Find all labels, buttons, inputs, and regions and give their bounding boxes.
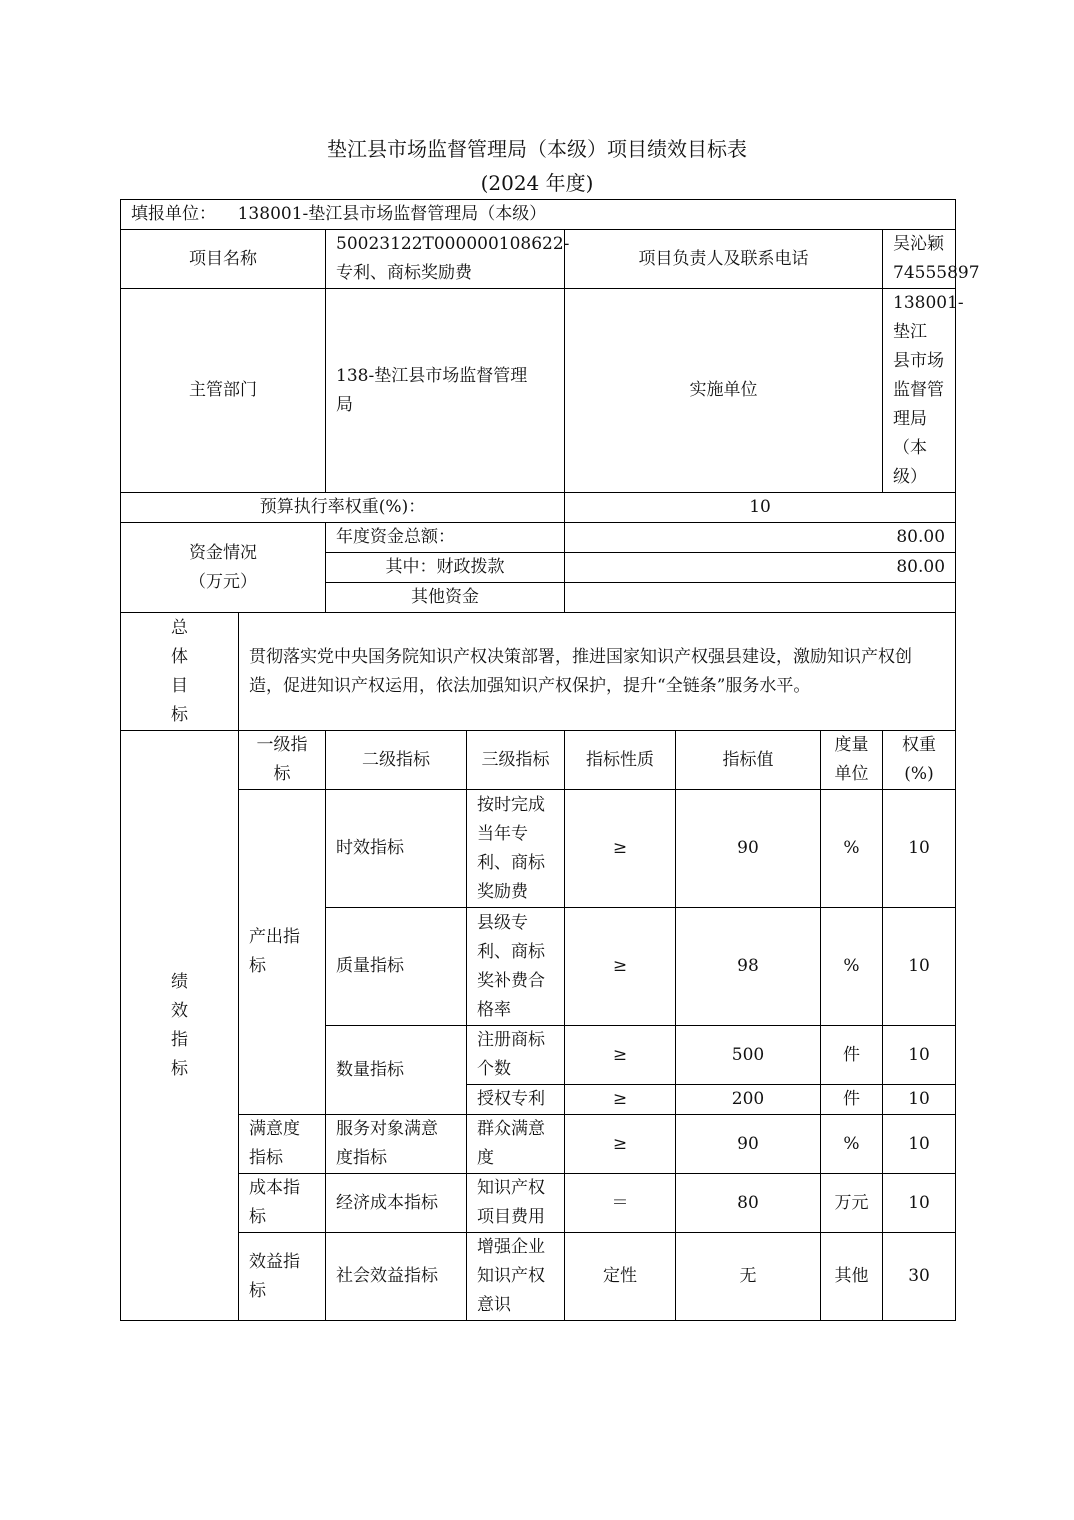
goal-label-char: 标 (171, 704, 188, 725)
value-cell: 80 (676, 1174, 821, 1233)
performance-target-table (120, 199, 980, 1321)
level3-line: 按时完成 (477, 794, 545, 815)
dept-value (326, 289, 565, 493)
filler-row (121, 200, 956, 230)
header-nature: 指标性质 (565, 731, 676, 790)
level1-cost (239, 1174, 326, 1233)
unit-cell: 其他 (821, 1233, 883, 1321)
level3-benefit (467, 1233, 565, 1321)
level3-quality (467, 908, 565, 1026)
level3-line: 当年专 (477, 823, 528, 844)
funds-total-row (121, 523, 956, 553)
filler-unit-cell: 填报单位： 138001-垫江县市场监督管理局（本级） (121, 200, 956, 230)
level3-satisfaction (467, 1115, 565, 1174)
level3-line: 知识产权 (477, 1178, 545, 1198)
value-cell: 无 (676, 1233, 821, 1321)
funds-other-value (565, 583, 956, 613)
level1-satisfaction (239, 1115, 326, 1174)
level3-line: 县级专 (477, 912, 528, 933)
nature-cell: ≥ (565, 1115, 676, 1174)
funds-fiscal-label: 其中：财政拨款 (326, 553, 565, 583)
level3-line: 奖补费合 (477, 970, 545, 991)
perf-label-char: 标 (171, 1058, 188, 1079)
dept-label: 主管部门 (121, 289, 326, 493)
header-weight-line1: 权重 (902, 735, 936, 755)
leader-phone: 74555897 (893, 263, 980, 283)
weight-cell: 10 (883, 1026, 956, 1085)
unit-cell: 件 (821, 1085, 883, 1115)
level2-quality: 质量指标 (326, 908, 467, 1026)
header-weight (883, 731, 956, 790)
funds-total-label: 年度资金总额： (326, 523, 565, 553)
indicator-row (121, 790, 956, 908)
level2-satisfaction-line2: 度指标 (336, 1148, 387, 1168)
leader-name: 吴沁颖 (893, 234, 944, 254)
indicator-row (121, 1115, 956, 1174)
level1-output-line1: 产出指 (249, 927, 300, 947)
level3-line: 意识 (477, 1295, 511, 1315)
level1-output-line2: 标 (249, 956, 266, 976)
goal-label-char: 目 (171, 675, 188, 696)
project-name-label: 项目名称 (121, 230, 326, 289)
level3-line: 项目费用 (477, 1207, 545, 1227)
indicator-row (121, 1174, 956, 1233)
weight-cell: 10 (883, 1085, 956, 1115)
dept-value-line2: 局 (336, 394, 353, 415)
header-level1 (239, 731, 326, 790)
weight-cell: 10 (883, 1115, 956, 1174)
header-unit-line2: 单位 (834, 764, 869, 784)
impl-label: 实施单位 (565, 289, 883, 493)
header-unit-line1: 度量 (834, 735, 869, 755)
level2-satisfaction-line1: 服务对象满意 (336, 1119, 438, 1139)
nature-cell: 定性 (565, 1233, 676, 1321)
funds-label-line2: （万元） (189, 571, 257, 592)
budget-row (121, 493, 956, 523)
header-level1-line1: 一级指 (256, 735, 308, 755)
level1-benefit (239, 1233, 326, 1321)
page-subtitle: (2024 年度) (480, 171, 594, 195)
value-cell: 200 (676, 1085, 821, 1115)
perf-label (121, 731, 239, 1321)
level3-line: 个数 (477, 1059, 511, 1079)
project-leader-label: 项目负责人及联系电话 (565, 230, 883, 289)
project-title: 专利、商标奖励费 (336, 263, 472, 283)
level3-quantity-2: 授权专利 (467, 1085, 565, 1115)
level1-benefit-line1: 效益指 (249, 1251, 300, 1272)
project-name-row (121, 230, 956, 289)
nature-cell: ≥ (565, 1085, 676, 1115)
impl-value-line1: 138001-垫江 (893, 293, 964, 342)
value-cell: 90 (676, 1115, 821, 1174)
indicator-row (121, 1233, 956, 1321)
unit-cell: % (821, 908, 883, 1026)
header-value: 指标值 (676, 731, 821, 790)
header-weight-line2: (%) (904, 764, 934, 784)
level3-line: 利、商标 (477, 852, 545, 873)
unit-cell: % (821, 1115, 883, 1174)
unit-cell: 件 (821, 1026, 883, 1085)
value-cell: 90 (676, 790, 821, 908)
level1-satisfaction-line1: 满意度 (249, 1119, 300, 1139)
perf-label-char: 指 (171, 1029, 188, 1050)
funds-other-label: 其他资金 (326, 583, 565, 613)
value-cell: 500 (676, 1026, 821, 1085)
level1-cost-line1: 成本指 (249, 1178, 300, 1198)
level3-line: 注册商标 (477, 1030, 545, 1050)
level3-line: 度 (477, 1148, 494, 1168)
level3-cost (467, 1174, 565, 1233)
header-level3: 三级指标 (467, 731, 565, 790)
level3-line: 利、商标 (477, 941, 545, 962)
goal-label (121, 613, 239, 731)
level1-cost-line2: 标 (249, 1207, 266, 1227)
budget-label: 预算执行率权重(%)： (121, 493, 565, 523)
nature-cell: ≥ (565, 908, 676, 1026)
dept-value-line1: 138-垫江县市场监督管理 (336, 365, 528, 386)
level1-output (239, 790, 326, 1115)
level1-satisfaction-line2: 指标 (249, 1148, 283, 1168)
level2-satisfaction (326, 1115, 467, 1174)
perf-label-char: 效 (171, 1000, 188, 1021)
level1-benefit-line2: 标 (249, 1280, 266, 1301)
perf-header-row (121, 731, 956, 790)
impl-value (883, 289, 964, 493)
project-name-value (326, 230, 570, 289)
level3-quantity-1 (467, 1026, 565, 1085)
level2-quantity: 数量指标 (326, 1026, 467, 1115)
level3-timeliness (467, 790, 565, 908)
impl-value-line2: 县市场监督管 (893, 351, 944, 400)
value-cell: 98 (676, 908, 821, 1026)
dept-row (121, 289, 956, 493)
level3-line: 格率 (477, 999, 511, 1020)
level3-line: 群众满意 (477, 1119, 545, 1139)
unit-cell: % (821, 790, 883, 908)
page-title: 垫江县市场监督管理局（本级）项目绩效目标表 (327, 137, 747, 161)
level3-line: 增强企业 (477, 1237, 545, 1257)
weight-cell: 30 (883, 1233, 956, 1321)
weight-cell: 10 (883, 790, 956, 908)
weight-cell: 10 (883, 908, 956, 1026)
budget-value: 10 (565, 493, 956, 523)
nature-cell: ≥ (565, 790, 676, 908)
perf-label-char: 绩 (171, 971, 188, 992)
goal-label-char: 总 (171, 617, 188, 638)
project-code: 50023122T000000108622- (336, 234, 570, 254)
header-unit (821, 731, 883, 790)
level3-line: 知识产权 (477, 1266, 545, 1286)
level2-cost: 经济成本指标 (326, 1174, 467, 1233)
header-level1-line2: 标 (273, 764, 291, 784)
funds-fiscal-value: 80.00 (565, 553, 956, 583)
goal-row (121, 613, 956, 731)
impl-value-line3: 理局（本级） (893, 409, 927, 487)
nature-cell: ≥ (565, 1026, 676, 1085)
header-level2: 二级指标 (326, 731, 467, 790)
funds-label (121, 523, 326, 613)
level2-timeliness: 时效指标 (326, 790, 467, 908)
level2-benefit: 社会效益指标 (326, 1233, 467, 1321)
funds-label-line1: 资金情况 (189, 542, 257, 563)
level3-line: 奖励费 (477, 881, 528, 902)
goal-text: 贯彻落实党中央国务院知识产权决策部署，推进国家知识产权强县建设，激励知识产权创造，促进知识产权运用，依法加强知识产权保护，提升“全链条”服务水平。 (239, 613, 956, 731)
project-leader-value (883, 230, 980, 289)
unit-cell: 万元 (821, 1174, 883, 1233)
funds-total-value: 80.00 (565, 523, 956, 553)
goal-label-char: 体 (171, 646, 188, 667)
weight-cell: 10 (883, 1174, 956, 1233)
nature-cell: ＝ (565, 1174, 676, 1233)
